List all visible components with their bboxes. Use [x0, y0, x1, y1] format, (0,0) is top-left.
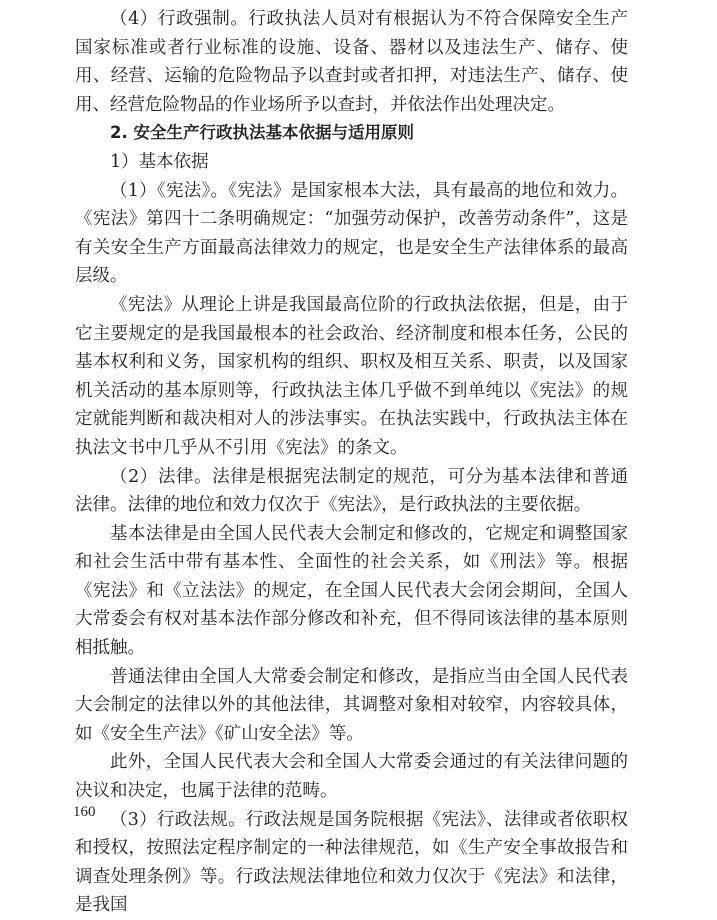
paragraph-constitution: （1）《宪法》。《宪法》是国家根本大法，具有最高的地位和效力。《宪法》第四十二条明确规定：“加强劳动保护，改善劳动条件”，这是有关安全生产方面最高法律效力的规定，也是安全生产法律体系的最高层级。 [75, 180, 628, 287]
paragraph-administrative-regulations: （3）行政法规。行政法规是国务院根据《宪法》、法律或者依职权和授权，按照法定程序制定的一种法律规范，如《生产安全事故报告和调查处理条例》等。行政法规法律地位和效力仅次于《宪法》和法律，是我国 [75, 809, 628, 916]
subsection-heading: 1）基本依据 [110, 151, 209, 172]
paragraph-administrative-enforcement: （4）行政强制。行政执法人员对有根据认为不符合保障安全生产国家标准或者行业标准的设施、设备、器材以及违法生产、储存、使用、经营、运输的危险物品予以查封或者扣押，对违法生产、储存、使用、经营危险物品的作业场所予以查封，并依法作出处理决定。 [75, 9, 628, 115]
page-number: 160 [73, 804, 96, 820]
paragraph-resolutions: 此外，全国人民代表大会和全国人大常委会通过的有关法律问题的决议和决定，也属于法律的范畴。 [75, 752, 628, 802]
section-heading: 2. 安全生产行政执法基本依据与适用原则 [110, 123, 414, 143]
paragraph-ordinary-law: 普通法律由全国人大常委会制定和修改，是指应当由全国人民代表大会制定的法律以外的其他法律，其调整对象相对较窄，内容较具体，如《安全生产法》《矿山安全法》等。 [75, 666, 628, 744]
paragraph-law: （2）法律。法律是根据宪法制定的规范，可分为基本法律和普通法律。法律的地位和效力仅次于《宪法》，是行政执法的主要依据。 [75, 466, 628, 516]
paragraph-constitution-theory: 《宪法》从理论上讲是我国最高位阶的行政执法依据，但是，由于它主要规定的是我国最根本的社会政治、经济制度和根本任务，公民的基本权利和义务，国家机构的组织、职权及相互关系、职责，以及国家机关活动的基本原则等，行政执法主体几乎做不到单纯以《宪法》的规定就能判断和裁决相对人的涉法事实。在执法实践中，行政执法主体在执法文书中几乎从不引用《宪法》的条文。 [75, 294, 628, 458]
paragraph-basic-law: 基本法律是由全国人民代表大会制定和修改的，它规定和调整国家和社会生活中带有基本性、全面性的社会关系，如《刑法》等。根据《宪法》和《立法法》的规定，在全国人民代表大会闭会期间，全国人大常委会有权对基本法作部分修改和补充，但不得同该法律的基本原则相抵触。 [75, 523, 628, 659]
document-body [75, 5, 628, 920]
